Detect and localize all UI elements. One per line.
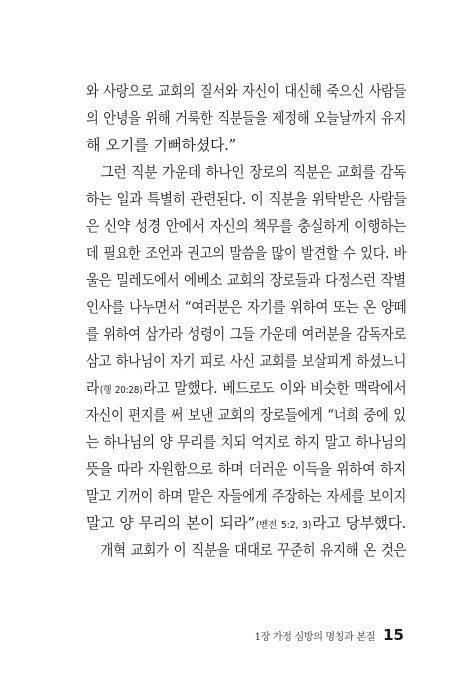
text-line: 삼고 하나님이 자기 피로 사신 교회를 보살피게 하셨느니 <box>86 352 407 370</box>
text-line: 자신이 편지를 써 보낸 교회의 장로들에게 “너희 중에 있 <box>86 406 406 424</box>
text-segment: 라고 당부했다. <box>312 514 407 532</box>
page-footer <box>255 626 404 646</box>
text-segment: 말고 양 무리의 본이 되라” <box>86 514 255 532</box>
scripture-citation: (벧전 5:2, 3) <box>255 520 312 531</box>
page-number: 15 <box>383 626 404 644</box>
text-line-with-citation <box>86 375 407 402</box>
paragraph-start-line: 개혁 교회가 이 직분을 대대로 꾸준히 유지해 온 것은 <box>100 541 407 559</box>
text-line: 인사를 나누면서 “여러분은 자기를 위하여 또는 온 양떼 <box>86 298 407 316</box>
text-line: 뜻을 따라 자원함으로 하며 더러운 이득을 위하여 하지 <box>86 460 407 478</box>
scripture-citation: (행 20:28) <box>99 385 143 396</box>
body-text <box>86 78 406 564</box>
running-chapter-title: 1장 가정 심방의 명칭과 본질 <box>254 632 376 643</box>
text-line: 은 신약 성경 안에서 자신의 책무를 충실하게 이행하는 <box>86 217 407 235</box>
text-line: 하는 일과 특별히 관련된다. 이 직분을 위탁받은 사람들 <box>86 190 407 208</box>
text-segment: 라고 말했다. 베드로도 이와 비슷한 맥락에서 <box>143 379 407 397</box>
text-line: 를 위하여 삼가라 성령이 그들 가운데 여러분을 감독자로 <box>86 325 407 343</box>
paragraph-start-line: 그런 직분 가운데 하나인 장로의 직분은 교회를 감독 <box>100 163 406 181</box>
text-line: 말고 기꺼이 하며 맡은 자들에게 주장하는 자세를 보이지 <box>86 487 407 505</box>
text-line: 데 필요한 조언과 권고의 말씀을 많이 발견할 수 있다. 바 <box>86 244 407 262</box>
text-line: 의 안녕을 위해 거룩한 직분들을 제정해 오늘날까지 유지 <box>86 109 407 127</box>
text-line: 는 하나님의 양 무리를 치되 억지로 하지 말고 하나님의 <box>86 433 407 451</box>
text-line-with-citation <box>86 510 407 537</box>
text-segment: 라 <box>86 379 100 397</box>
text-line: 와 사랑으로 교회의 질서와 자신이 대신해 죽으신 사람들 <box>86 82 407 100</box>
text-line: 해 오기를 기뻐하셨다.” <box>86 136 236 154</box>
text-line: 울은 밀레도에서 에베소 교회의 장로들과 다정스런 작별 <box>86 271 406 289</box>
